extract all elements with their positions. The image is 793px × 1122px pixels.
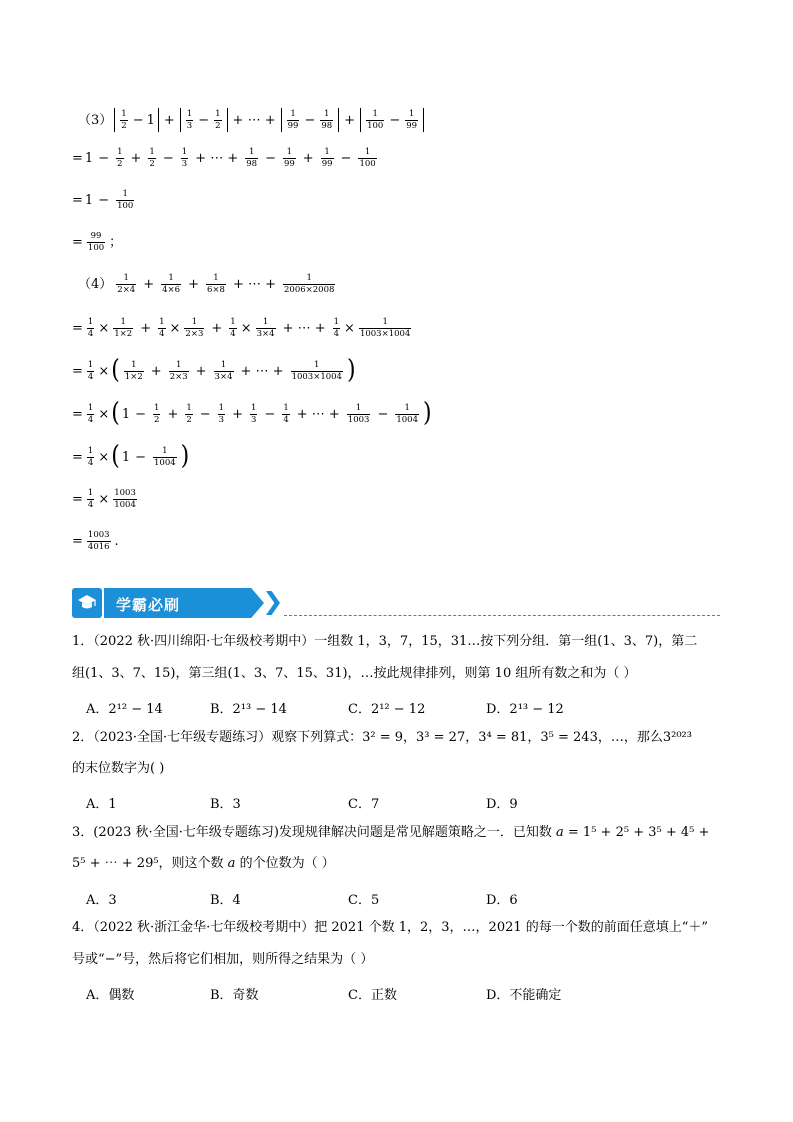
solution-line-4-3: = $\frac{1}{4}$ × ( $\frac{1}{1\times 2}$ + $\frac{1}{2\times 3}$ + $\frac{1}{3\times 4}$ + ⋯ + $\frac{1}{1003\times 1004}$ ): [72, 355, 356, 386]
abs-term: $\frac{1}{99}$ − $\frac{1}{98}$: [281, 108, 340, 132]
solution-line-4-2: = $\frac{1}{4}$ × $\frac{1}{1\times 2}$ + $\frac{1}{4}$ × $\frac{1}{2\times 3}$ + $\frac{1}{4}$ × $\frac{1}{3\times 4}$ + ⋯ + $\frac{1}{4}$ × $\frac{1}{1003\times 1004}$: [72, 317, 411, 339]
option-d[interactable]: D．2¹³ − 12: [486, 702, 564, 717]
graduation-cap-icon: [72, 588, 102, 618]
solution-line-4-5: = $\frac{1}{4}$ × ( 1 − $\frac{1}{1004}$ ): [72, 441, 190, 472]
option-a[interactable]: A．偶数: [86, 988, 135, 1003]
option-d[interactable]: D．不能确定: [486, 988, 562, 1003]
option-d[interactable]: D．9: [486, 797, 518, 812]
solution-line-4-6: = $\frac{1}{4}$ × $\frac{1003}{1004}$: [72, 488, 136, 510]
solution-line-4-4: = $\frac{1}{4}$ × ( 1 − $\frac{1}{2}$ + $\frac{1}{2}$ − $\frac{1}{3}$ + $\frac{1}{3}$ − $\frac{1}{4}$ + ⋯ + $\frac{1}{1003}$ − $\frac{1}{1004}$ ): [72, 398, 432, 429]
option-c[interactable]: C．7: [348, 797, 380, 812]
section-divider: [284, 615, 720, 616]
solution-line-3-3: = 1 − $\frac{1}{100}$: [72, 189, 134, 211]
question-4-line-2: 号或“−”号，然后将它们相加，则所得之结果为（ ）: [72, 952, 374, 967]
option-a[interactable]: A．2¹² − 14: [86, 702, 163, 717]
question-4-line-1: 4．（2022 秋·浙江金华·七年级校考期中）把 2021 个数 1，2，3，…，2021 的每一个数的前面任意填上“＋”: [72, 920, 709, 935]
option-d[interactable]: D．6: [486, 893, 518, 908]
solution-line-4-7: = $\frac{1003}{4016}$ .: [72, 530, 119, 552]
section-header: [72, 588, 720, 618]
question-2-line-1: 2．（2023·全国·七年级专题练习）观察下列算式：3² = 9，3³ = 27，3⁴ = 81，3⁵ = 243，…，那么3²⁰²³: [72, 730, 692, 745]
abs-term: $\frac{1}{3}$ − $\frac{1}{2}$: [180, 108, 228, 132]
option-c[interactable]: C．正数: [348, 988, 397, 1003]
option-b[interactable]: B．奇数: [210, 988, 259, 1003]
option-c[interactable]: C．5: [348, 893, 380, 908]
part-label: （3）: [78, 112, 113, 128]
option-b[interactable]: B．3: [210, 797, 241, 812]
question-1-line-1: 1．（2022 秋·四川绵阳·七年级校考期中）一组数 1，3，7，15，31…按下列分组．第一组(1、3、7)，第二: [72, 634, 698, 649]
solution-line-4-1: （4） $\frac{1}{2\times 4}$ + $\frac{1}{4\times 6}$ + $\frac{1}{6\times 8}$ + ⋯ + $\frac{1}{2006\times 2008}$: [78, 273, 335, 295]
option-c[interactable]: C．2¹² − 12: [348, 702, 426, 717]
solution-line-3-1: （3） $\frac{1}{2}$ − 1 + $\frac{1}{3}$ − $\frac{1}{2}$ + ⋯ + $\frac{1}{99}$ − $\frac{1}{98}$ + $\frac{1}{100}$ − $\frac{1}{99}$: [78, 108, 424, 132]
question-1-line-2: 组(1、3、7、15)，第三组(1、3、7、15、31)，…按此规律排列，则第 10 组所有数之和为（ ）: [72, 666, 637, 681]
chevron-right-icon: [266, 591, 280, 615]
abs-term: $\frac{1}{2}$ − 1: [114, 108, 159, 132]
option-a[interactable]: A．3: [86, 893, 117, 908]
question-2-line-2: 的末位数字为( ): [72, 761, 165, 776]
part-label: （4）: [78, 276, 113, 292]
option-b[interactable]: B．2¹³ − 14: [210, 702, 287, 717]
question-3-line-2: 5⁵ + ⋯ + 29⁵，则这个数 𝑎 的个位数为（ ）: [72, 856, 335, 871]
option-a[interactable]: A．1: [86, 797, 117, 812]
solution-line-3-4: = $\frac{99}{100}$ ；: [72, 231, 123, 253]
solution-line-3-2: = 1 − $\frac{1}{2}$ + $\frac{1}{2}$ − $\frac{1}{3}$ + ⋯ + $\frac{1}{98}$ − $\frac{1}{99}$ + $\frac{1}{99}$ − $\frac{1}{100}$: [72, 147, 376, 169]
option-b[interactable]: B．4: [210, 893, 241, 908]
question-3-line-1: 3．(2023 秋·全国·七年级专题练习)发现规律解决问题是常见解题策略之一．已知数 𝑎 = 1⁵ + 2⁵ + 3⁵ + 4⁵ +: [72, 825, 710, 840]
section-title: 学霸必刷: [116, 596, 181, 614]
abs-term: $\frac{1}{100}$ − $\frac{1}{99}$: [360, 108, 424, 132]
